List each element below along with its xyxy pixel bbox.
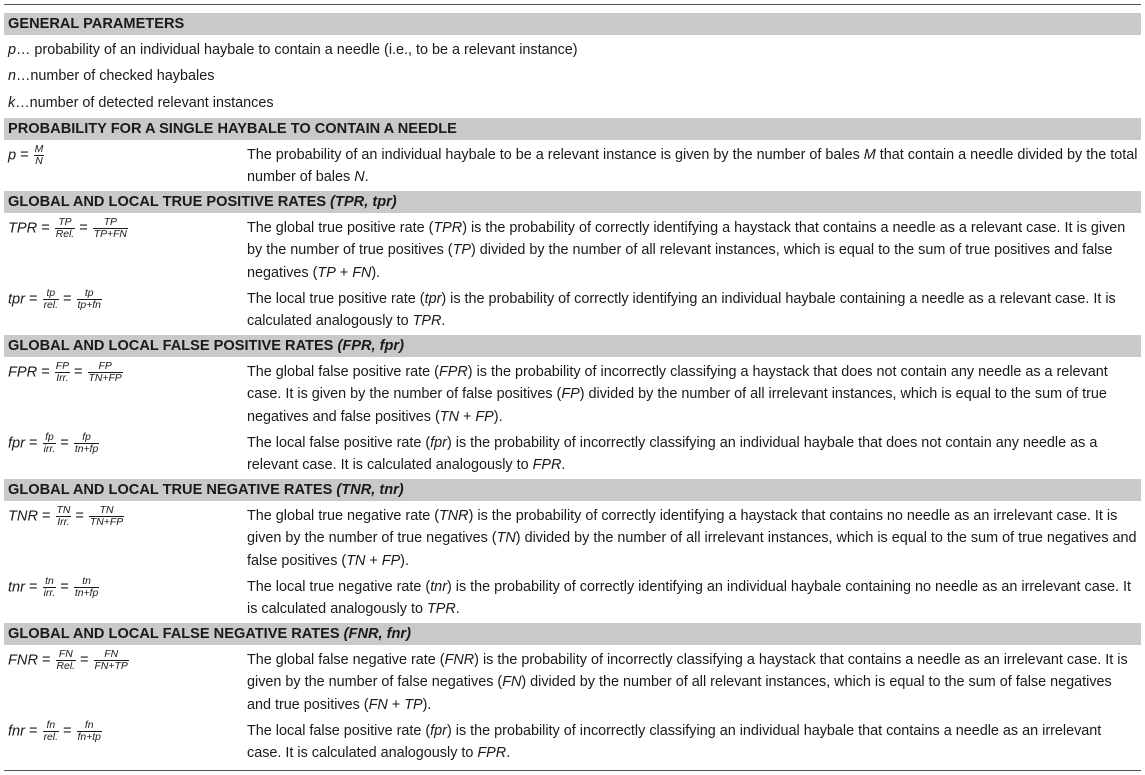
description: The global false positive rate (FPR) is the probability of incorrectly classifying a haystack that does not contain any needle as a relevant case. It is given by the number of false positives (FP) divided by the number of all irrelevant instances, which is equal to the sum of true negatives and false positives (TN + FP).	[247, 364, 1108, 425]
fraction: $\frac{FP}{TN+FP}$	[88, 361, 122, 384]
formula-tnr-global: TNR = $\frac{TN}{\text{Irr.}}$ = $\frac{TN}{TN+FP}$	[8, 505, 124, 528]
fraction: $\frac{fp}{\text{irr.}}$	[43, 432, 56, 455]
table-bottom-rule	[4, 770, 1141, 771]
param-p-line	[8, 40, 578, 60]
section-heading: GLOBAL AND LOCAL TRUE NEGATIVE RATES	[8, 482, 337, 498]
section-heading: GLOBAL AND LOCAL FALSE POSITIVE RATES	[8, 338, 338, 354]
formula-p: p = $\frac{M}{N}$	[8, 144, 44, 167]
fraction: $\frac{FP}{\text{Irr.}}$	[55, 361, 69, 384]
section-heading-abbrev: (FNR, fnr)	[343, 626, 411, 642]
fraction: $\frac{fp}{tn+fp}$	[74, 432, 99, 455]
param-k-line	[8, 93, 274, 113]
formula-tpr-global: TPR = $\frac{TP}{\text{Rel.}}$ = $\frac{TP}{TP+FN}$	[8, 217, 127, 240]
fraction: $\frac{tp}{tp+fn}$	[77, 288, 101, 311]
section-heading: GENERAL PARAMETERS	[8, 16, 185, 32]
fraction: $\frac{tn}{tn+fp}$	[74, 576, 99, 599]
formula-fnr-global: FNR = $\frac{FN}{\text{Rel.}}$ = $\frac{FN}{FN+TP}$	[8, 649, 128, 672]
param-n-line	[8, 66, 214, 86]
section-header-general	[4, 13, 1141, 35]
param-symbol: k	[8, 95, 16, 111]
description: The local true positive rate (tpr) is the probability of correctly identifying an individual haybale containing a needle as a relevant case. It is calculated analogously to TPR.	[247, 291, 1116, 330]
table-top-rule	[4, 4, 1141, 5]
formula-tnr-local: tnr = $\frac{tn}{\text{irr.}}$ = $\frac{tn}{tn+fp}$	[8, 576, 99, 599]
fraction: $\frac{TN}{TN+FP}$	[89, 505, 124, 528]
section-heading: GLOBAL AND LOCAL FALSE NEGATIVE RATES	[8, 626, 344, 642]
param-symbol: p	[8, 42, 17, 58]
section-header-fpr	[4, 335, 1141, 357]
section-heading: GLOBAL AND LOCAL TRUE POSITIVE RATES	[8, 194, 331, 210]
fraction: $\frac{FN}{FN+TP}$	[94, 649, 128, 672]
section-heading-abbrev: (FPR, fpr)	[337, 338, 404, 354]
description: The local true negative rate (tnr) is the probability of correctly identifying an individual haybale containing no needle as an irrelevant case. It is calculated analogously to TPR.	[247, 579, 1131, 618]
description: The local false positive rate (fpr) is the probability of incorrectly classifying an individual haybale that does not contain any needle as a relevant case. It is calculated analogously to FPR.	[247, 435, 1098, 474]
fraction: $\frac{M}{N}$	[34, 144, 44, 167]
formula-lhs: p	[8, 147, 17, 164]
formula-tpr-local: tpr = $\frac{tp}{\text{rel.}}$ = $\frac{tp}{tp+fn}$	[8, 288, 101, 311]
description: The global false negative rate (FNR) is the probability of incorrectly classifying a haystack that contains a needle as an irrelevant case. It is given by the number of false negatives (FN) divided by the number of all relevant instances, which is equal to the sum of false negatives and true positives (FN + TP).	[247, 652, 1128, 713]
description: The global true negative rate (TNR) is the probability of correctly identifying a haystack that contains no needle as an irrelevant case. It is given by the number of true negatives (TN) divided by the number of all irrelevant instances, which is equal to the sum of true negatives and false positives (TN + FP).	[247, 508, 1137, 569]
section-header-tnr	[4, 479, 1141, 501]
fraction: $\frac{TP}{TP+FN}$	[93, 217, 127, 240]
section-heading-abbrev: (TPR, tpr)	[330, 194, 397, 210]
section-header-tpr	[4, 191, 1141, 213]
fraction: $\frac{fn}{\text{rel.}}$	[43, 720, 58, 743]
description: The global true positive rate (TPR) is the probability of correctly identifying a haystack that contains a needle as a relevant case. It is given by the number of true positives (TP) divided by the number of all relevant instances, which is equal to the sum of true positives and false negatives (TP + FN).	[247, 220, 1126, 281]
fraction: $\frac{FN}{\text{Rel.}}$	[56, 649, 76, 672]
description: The probability of an individual haybale to be a relevant instance is given by the number of bales M that contain a needle divided by the total number of bales N.	[247, 147, 1138, 186]
fraction: $\frac{tp}{\text{rel.}}$	[43, 288, 58, 311]
fraction: $\frac{TN}{\text{Irr.}}$	[56, 505, 71, 528]
formula-fpr-global: FPR = $\frac{FP}{\text{Irr.}}$ = $\frac{FP}{TN+FP}$	[8, 361, 122, 384]
param-definition: …number of detected relevant instances	[15, 95, 274, 111]
fraction: $\frac{TP}{\text{Rel.}}$	[55, 217, 75, 240]
section-header-single-haybale	[4, 118, 1141, 140]
section-heading: PROBABILITY FOR A SINGLE HAYBALE TO CONTAIN A NEEDLE	[8, 121, 457, 137]
fraction: $\frac{tn}{\text{irr.}}$	[43, 576, 56, 599]
fraction: $\frac{fn}{fn+tp}$	[77, 720, 101, 743]
section-heading-abbrev: (TNR, tnr)	[336, 482, 404, 498]
description: The local false positive rate (fpr) is the probability of incorrectly classifying an individual haybale that contains a needle as an irrelevant case. It is calculated analogously to FPR.	[247, 723, 1102, 762]
formula-fpr-local: fpr = $\frac{fp}{\text{irr.}}$ = $\frac{fp}{tn+fp}$	[8, 432, 99, 455]
section-header-fnr	[4, 623, 1141, 645]
param-symbol: n	[8, 68, 17, 84]
param-definition: …number of checked haybales	[16, 68, 215, 84]
formula-fnr-local: fnr = $\frac{fn}{\text{rel.}}$ = $\frac{fn}{fn+tp}$	[8, 720, 101, 743]
param-definition: … probability of an individual haybale to contain a needle (i.e., to be a relevant instance)	[16, 42, 578, 58]
